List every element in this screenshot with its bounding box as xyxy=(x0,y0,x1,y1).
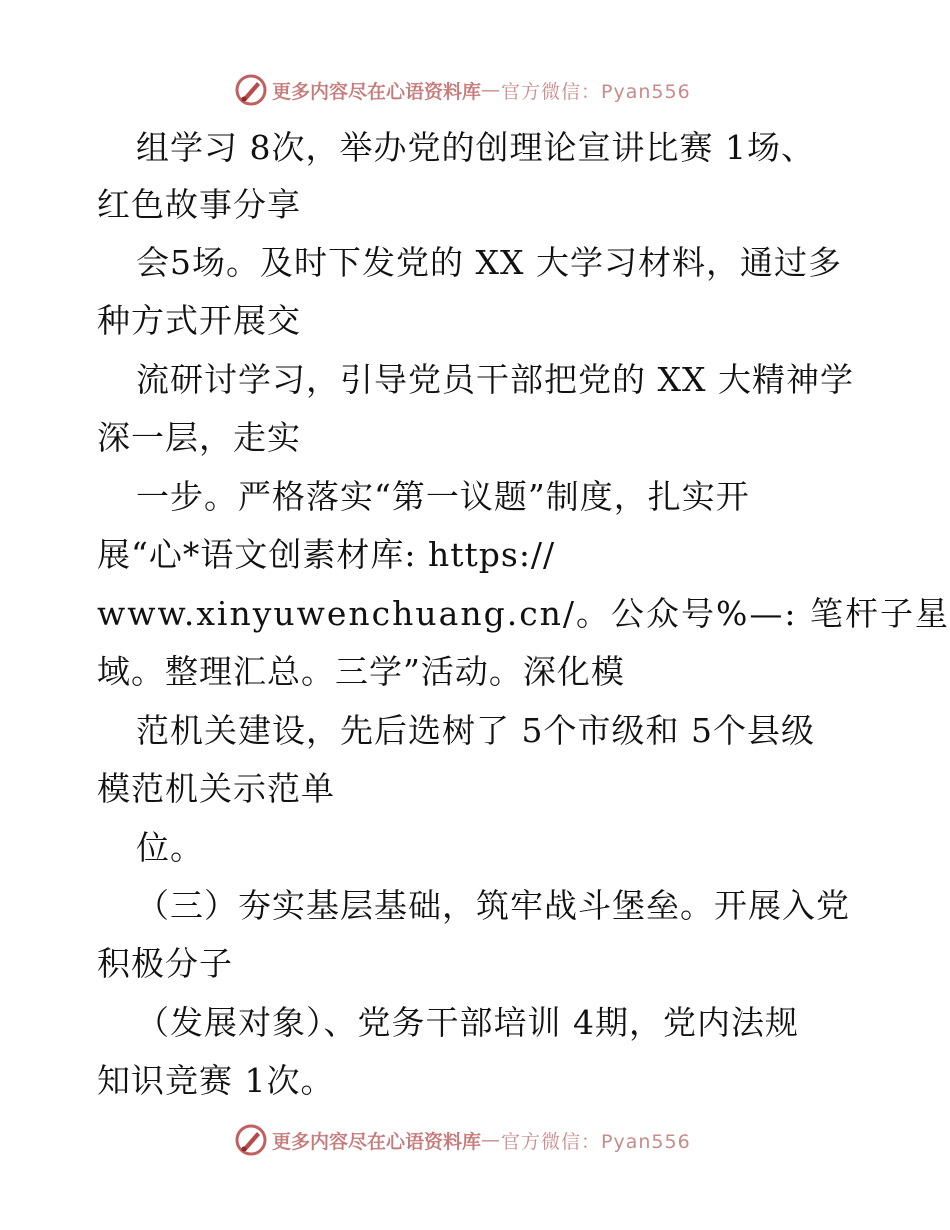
text-line: 组学习 8次，举办党的创理论宣讲比赛 1场、 xyxy=(136,128,815,167)
pen-logo-icon xyxy=(234,1123,268,1157)
text-line: 一步。严格落实“第一议题”制度，扎实开 xyxy=(136,477,750,516)
pen-logo-icon xyxy=(234,73,268,107)
text-line: 域。整理汇总。三学”活动。深化模 xyxy=(97,652,625,691)
text-line: 流研讨学习，引导党员干部把党的 XX 大精神学 xyxy=(136,360,854,399)
text-line: 位。 xyxy=(136,828,204,867)
watermark-main-text: 更多内容尽在心语资料库 xyxy=(272,80,482,103)
text-line: 展“心*语文创素材库: https:// xyxy=(97,535,556,574)
section-heading-line: （三）夯实基层基础，筑牢战斗堡垒。开展入党 xyxy=(136,886,850,925)
watermark-contact: 官方微信：Pyan556 xyxy=(501,80,691,103)
watermark-contact: 官方微信：Pyan556 xyxy=(501,1130,691,1153)
header-watermark xyxy=(234,73,691,107)
text-line: www.xinyuwenchuang.cn/。公众号%—: 笔杆子星 xyxy=(97,594,950,633)
watermark-main-text: 更多内容尽在心语资料库 xyxy=(272,1130,482,1153)
text-line: 种方式开展交 xyxy=(97,301,301,340)
text-line: 红色故事分享 xyxy=(97,185,301,224)
text-line: （发展对象）、党务干部培训 4期，党内法规 xyxy=(136,1003,799,1042)
text-line: 积极分子 xyxy=(97,944,233,983)
watermark-dash: — xyxy=(481,1129,502,1151)
text-line: 范机关建设，先后选树了 5个市级和 5个县级 xyxy=(136,711,815,750)
text-line: 模范机关示范单 xyxy=(97,769,335,808)
text-line: 会5场。及时下发党的 XX 大学习材料，通过多 xyxy=(136,243,842,282)
text-line: 深一层，走实 xyxy=(97,418,301,457)
watermark-dash: — xyxy=(481,79,502,101)
text-line: 知识竞赛 1次。 xyxy=(97,1061,335,1100)
footer-watermark xyxy=(234,1123,691,1157)
